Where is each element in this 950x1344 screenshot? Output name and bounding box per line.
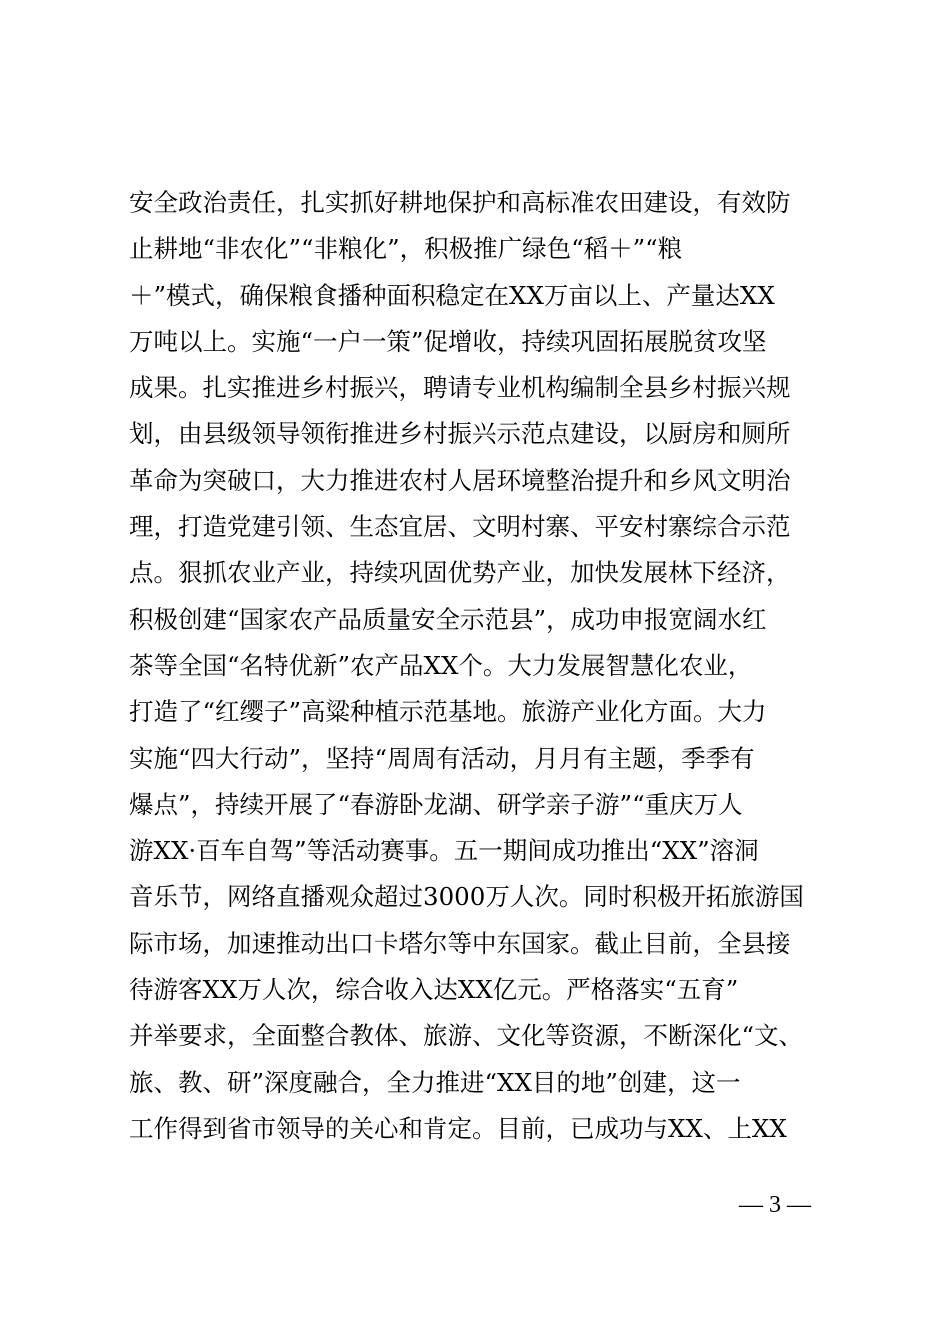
text-line: 成果。扎实推进乡村振兴，聘请专业机构编制全县乡村振兴规: [129, 373, 791, 403]
text-line: 革命为突破口，大力推进农村人居环境整治提升和乡风文明治: [129, 465, 791, 495]
text-line: 音乐节，网络直播观众超过3000万人次。同时积极开拓旅游国: [129, 882, 804, 912]
text-line: 划，由县级领导领衔推进乡村振兴示范点建设，以厨房和厕所: [129, 419, 791, 449]
text-line: 理，打造党建引领、生态宜居、文明村寨、平安村寨综合示范: [129, 512, 791, 542]
text-line: 游XX·百车自驾”等活动赛事。五一期间成功推出“XX”溶洞: [129, 836, 759, 866]
text-line: 际市场，加速推动出口卡塔尔等中东国家。截止目前，全县接: [129, 928, 791, 958]
text-line: 点。狠抓农业产业，持续巩固优势产业，加快发展林下经济，: [129, 558, 791, 588]
text-line: 旅、教、研”深度融合，全力推进“XX目的地”创建，这一: [129, 1067, 741, 1097]
text-line: 安全政治责任，扎实抓好耕地保护和高标准农田建设，有效防: [129, 188, 791, 217]
text-line: 待游客XX万人次，综合收入达XX亿元。严格落实“五育”: [129, 975, 739, 1005]
text-line: 并举要求，全面整合教体、旅游、文化等资源，不断深化“文、: [129, 1021, 804, 1051]
text-line: 实施“四大行动”，坚持“周周有活动，月月有主题，季季有: [129, 743, 755, 773]
body-paragraph: [129, 180, 829, 1152]
text-line: 打造了“红缨子”高粱种植示范基地。旅游产业化方面。大力: [129, 697, 767, 727]
text-line: 积极创建“国家农产品质量安全示范县”，成功申报宽阔水红: [129, 604, 767, 634]
text-line: 茶等全国“名特优新”农产品XX个。大力发展智慧化农业，: [129, 650, 753, 680]
text-line: ＋”模式，确保粮食播种面积稳定在XX万亩以上、产量达XX: [129, 280, 775, 310]
text-line: 万吨以上。实施“一户一策”促增收，持续巩固拓展脱贫攻坚: [129, 326, 767, 356]
text-line: 工作得到省市领导的关心和肯定。目前，已成功与XX、上XX: [129, 1113, 787, 1143]
text-line: 止耕地“非农化”“非粮化”，积极推广绿色“稻＋”“粮: [129, 234, 683, 264]
page-number: — 3 —: [739, 1192, 811, 1218]
text-line: 爆点”，持续开展了“春游卧龙湖、研学亲子游”“重庆万人: [129, 789, 743, 819]
